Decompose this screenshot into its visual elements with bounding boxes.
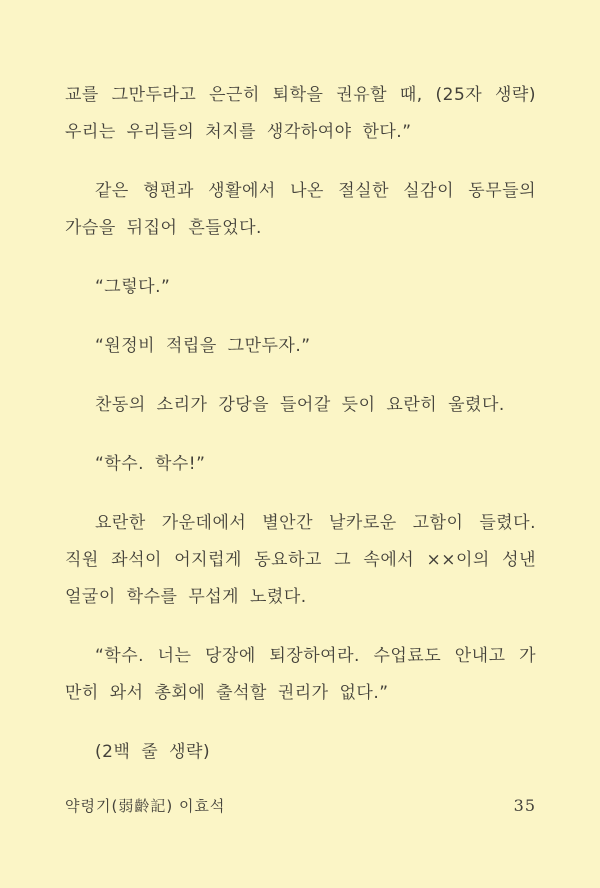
paragraph-ellipsis-note: (2백 줄 생략) xyxy=(95,742,211,762)
paragraph: 같은 형편과 생활에서 나온 절실한 실감이 동무들의 가슴을 뒤집어 흔들었다. xyxy=(65,181,536,238)
paragraph: 요란한 가운데에서 별안간 날카로운 고함이 들렸다. 직원 좌석이 어지럽게 동요하고 그 속에서 ××이의 성낸 얼굴이 학수를 무섭게 노렸다. xyxy=(65,513,536,607)
paragraph-quote: “원정비 적립을 그만두자.” xyxy=(95,336,311,356)
paragraph: 교를 그만두라고 은근히 퇴학을 권유할 때, (25자 생략) 우리는 우리들의 처지를 생각하여야 한다.” xyxy=(65,85,536,142)
running-title: 약령기(弱齡記) 이효석 xyxy=(65,797,226,815)
paragraph-quote: “학수. 학수!” xyxy=(95,454,206,474)
page-footer xyxy=(65,795,536,816)
paragraph-quote: “그렇다.” xyxy=(95,277,171,297)
page-body xyxy=(65,77,536,793)
paragraph: 찬동의 소리가 강당을 들어갈 듯이 요란히 울렸다. xyxy=(95,395,505,415)
paragraph-quote: “학수. 너는 당장에 퇴장하여라. 수업료도 안내고 가만히 와서 총회에 출석할 권리가 없다.” xyxy=(65,646,536,703)
page-number: 35 xyxy=(513,796,536,815)
